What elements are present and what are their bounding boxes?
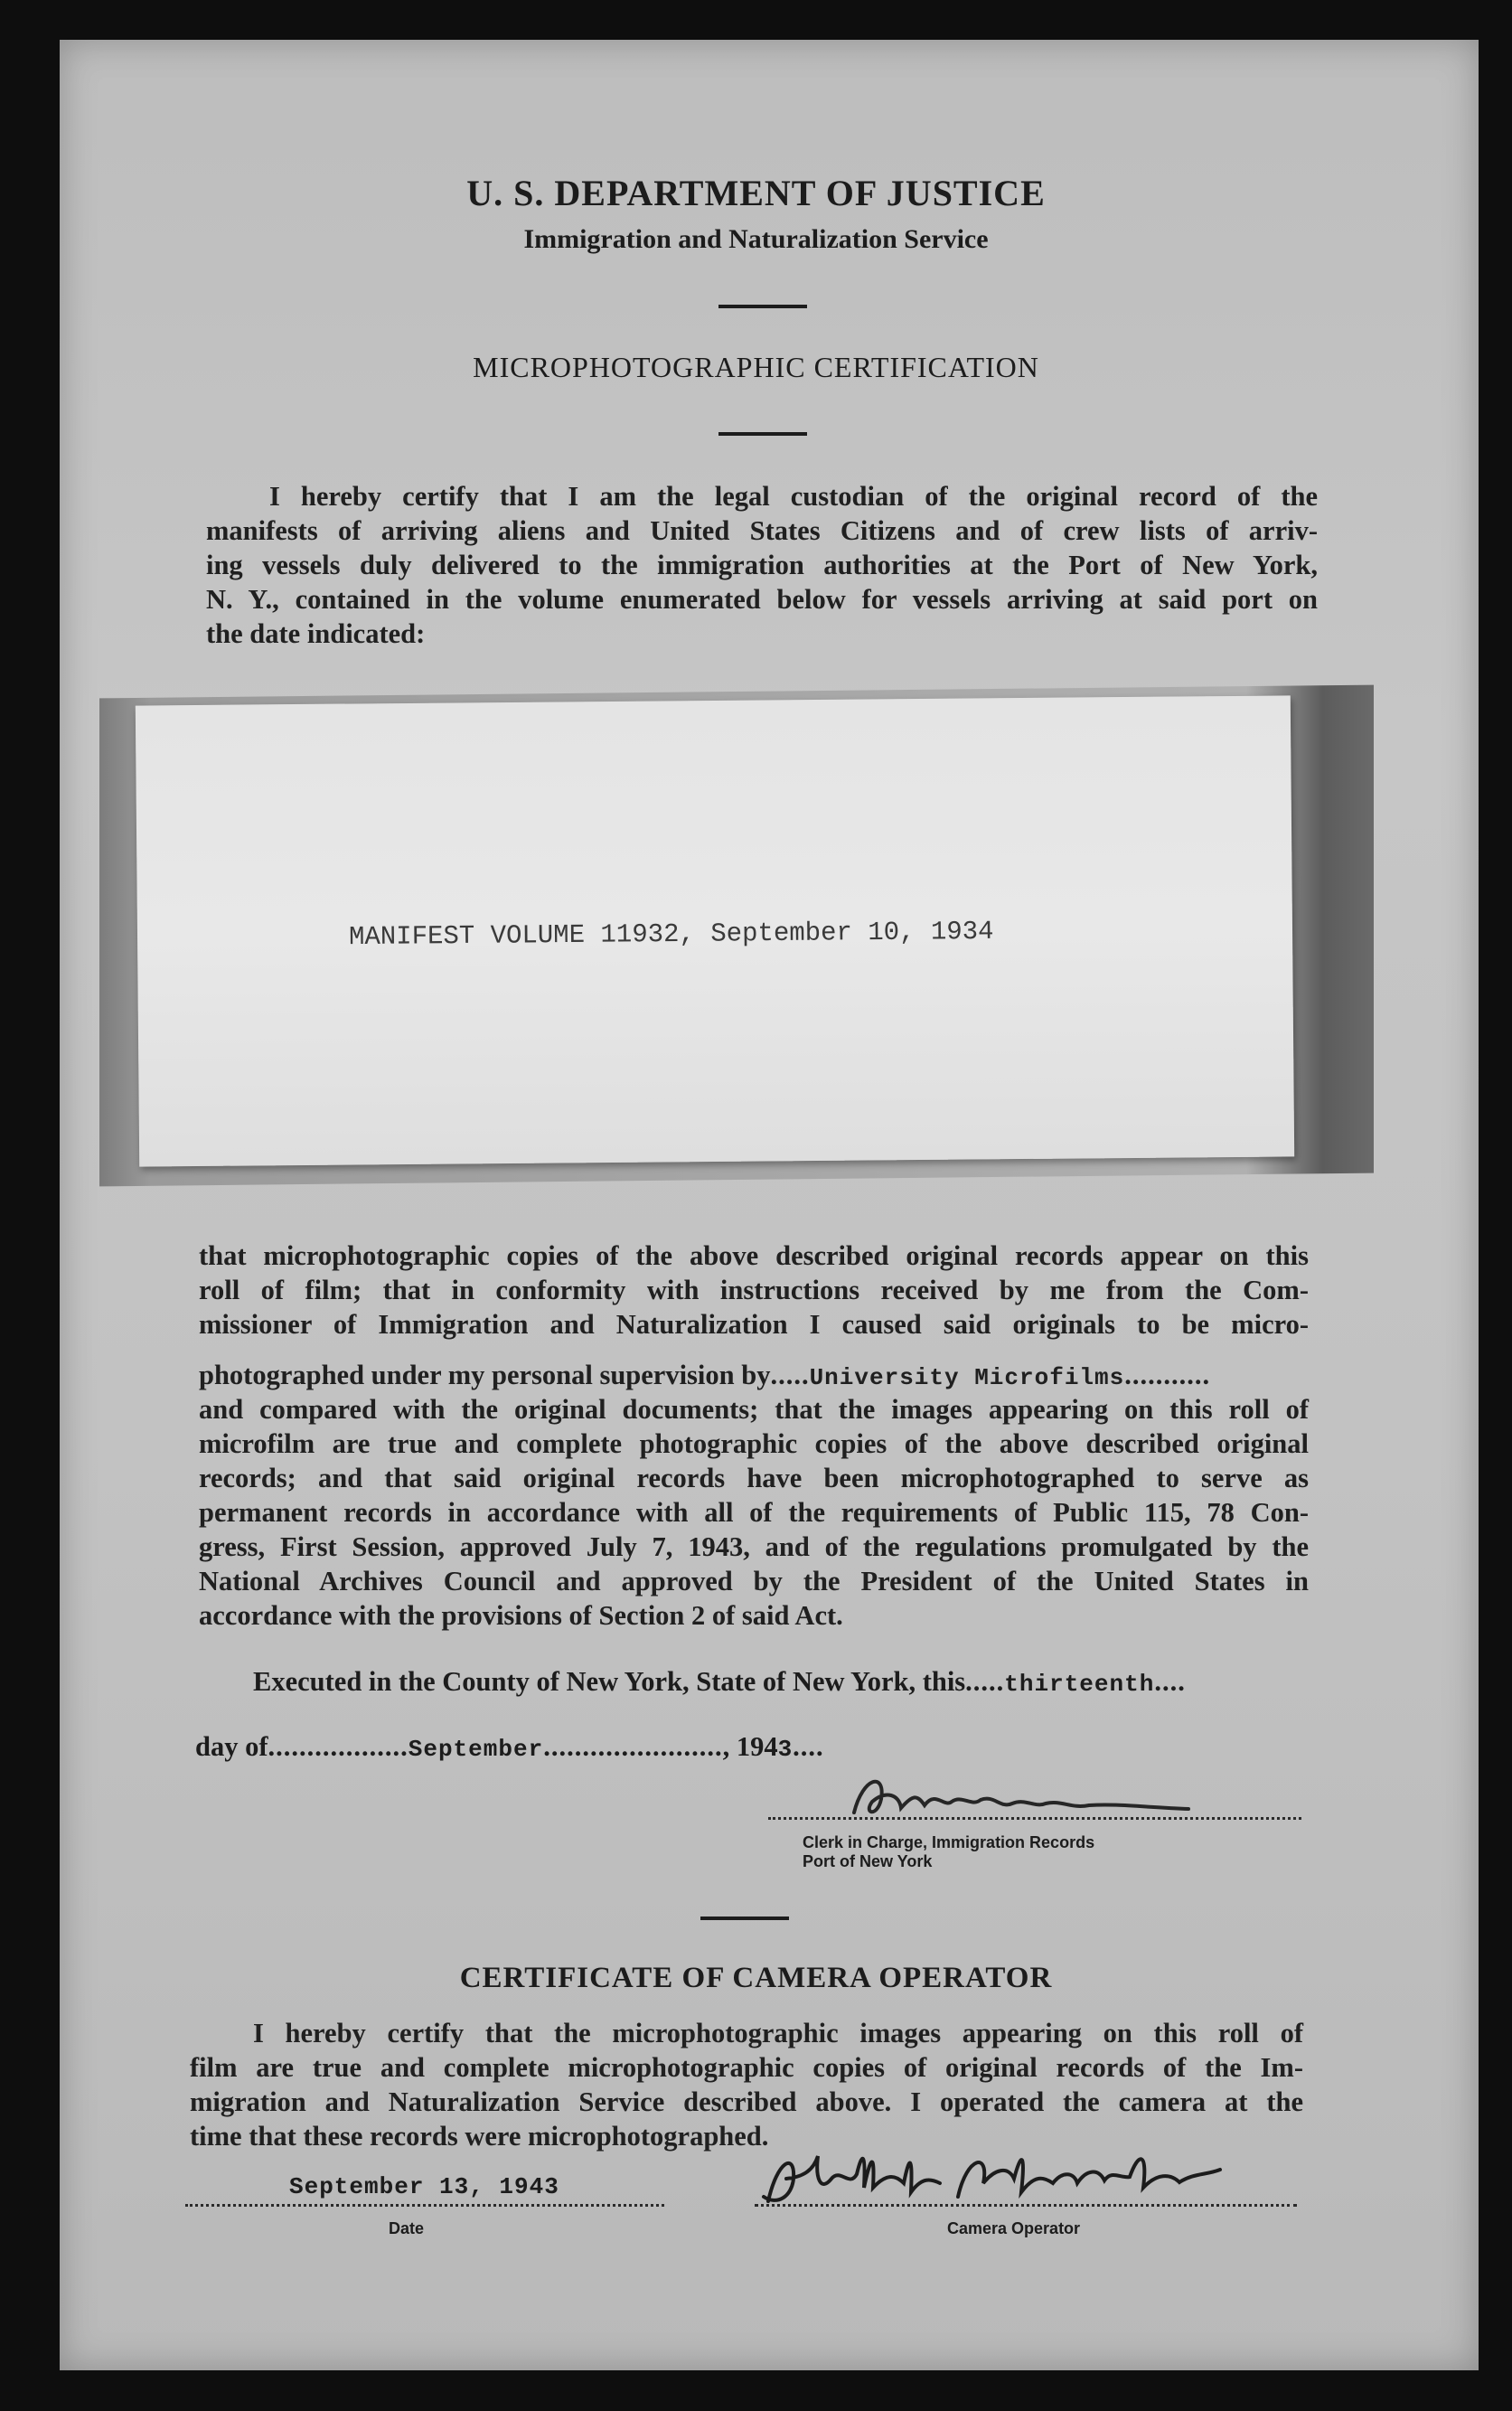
manifest-volume-label: MANIFEST VOLUME 11932, September 10, 1934 [348, 916, 994, 953]
date-line [185, 2204, 664, 2207]
body-line: gress, First Session, approved July 7, 1943, and of the regulations promulgated by the [199, 1531, 1309, 1562]
camera-operator-label: Camera Operator [947, 2219, 1081, 2237]
execution-line: Executed in the County of New York, State of New York, this.....thirteenth.... [253, 1666, 1186, 1698]
execution-prefix: Executed in the County of New York, State of New York, this [253, 1666, 966, 1697]
supervision-line: photographed under my personal supervision by.....University Microfilms........... [199, 1360, 1211, 1391]
custodian-line: I hereby certify that I am the legal custodian of the original record of the [269, 481, 1318, 512]
service-subheading: Immigration and Naturalization Service [523, 224, 989, 254]
operator-date-value: September 13, 1943 [289, 2173, 559, 2200]
execution-month: September [408, 1736, 544, 1763]
clerk-signature-line [768, 1817, 1301, 1820]
divider [700, 1917, 789, 1920]
body-line: roll of film; that in conformity with instructions received by me from the Com- [199, 1275, 1309, 1305]
body-line: National Archives Council and approved by the President of the United States in [199, 1566, 1309, 1596]
execution-day: thirteenth [1004, 1671, 1155, 1698]
divider [718, 432, 807, 436]
clerk-caption [803, 1833, 1094, 1871]
clerk-signature [845, 1767, 1270, 1831]
operator-line: I hereby certify that the microphotographic images appearing on this roll of [253, 2018, 1303, 2048]
operator-line: time that these records were microphotographed. [190, 2121, 769, 2152]
custodian-line: ing vessels duly delivered to the immigration authorities at the Port of New York, [206, 550, 1318, 580]
body-line: permanent records in accordance with all of the requirements of Public 115, 78 Con- [199, 1497, 1309, 1528]
body-line: microfilm are true and complete photographic copies of the above described original [199, 1428, 1309, 1459]
divider [718, 305, 807, 308]
body-line: records; and that said original records have been microphotographed to serve as [199, 1463, 1309, 1493]
year-prefix: , 194 [722, 1731, 778, 1762]
operator-line: migration and Naturalization Service described above. I operated the camera at the [190, 2086, 1303, 2117]
custodian-line: N. Y., contained in the volume enumerated below for vessels arriving at said port on [206, 584, 1318, 615]
department-heading: U. S. DEPARTMENT OF JUSTICE [466, 173, 1046, 213]
body-line: accordance with the provisions of Section 2 of said Act. [199, 1600, 843, 1631]
custodian-line: manifests of arriving aliens and United States Citizens and of crew lists of arriv- [206, 515, 1318, 546]
body-line: that microphotographic copies of the above described original records appear on this [199, 1240, 1309, 1271]
body-line: missioner of Immigration and Naturalization I caused said originals to be micro- [199, 1309, 1309, 1340]
certification-body [199, 1238, 1309, 1633]
operator-line: film are true and complete microphotographic copies of original records of the Im- [190, 2052, 1303, 2083]
custodian-statement [206, 479, 1318, 651]
execution-date-line: day of..................September......................., 1943.... [195, 1731, 824, 1763]
clerk-title: Clerk in Charge, Immigration Records [803, 1833, 1095, 1851]
operator-statement [190, 2016, 1303, 2153]
certification-title: MICROPHOTOGRAPHIC CERTIFICATION [473, 351, 1039, 383]
custodian-line: the date indicated: [206, 618, 426, 649]
date-label: Date [389, 2219, 425, 2237]
operator-section-title: CERTIFICATE OF CAMERA OPERATOR [459, 1962, 1053, 1994]
year-digit: 3 [777, 1736, 794, 1763]
camera-operator-signature-line [755, 2204, 1297, 2207]
body-line: and compared with the original documents; that the images appearing on this roll of [199, 1394, 1309, 1425]
microfilm-company: University Microfilms [809, 1364, 1125, 1391]
clerk-office: Port of New York [803, 1852, 933, 1870]
day-of-label: day of [195, 1731, 268, 1762]
supervision-prefix: photographed under my personal supervision by [199, 1360, 771, 1390]
